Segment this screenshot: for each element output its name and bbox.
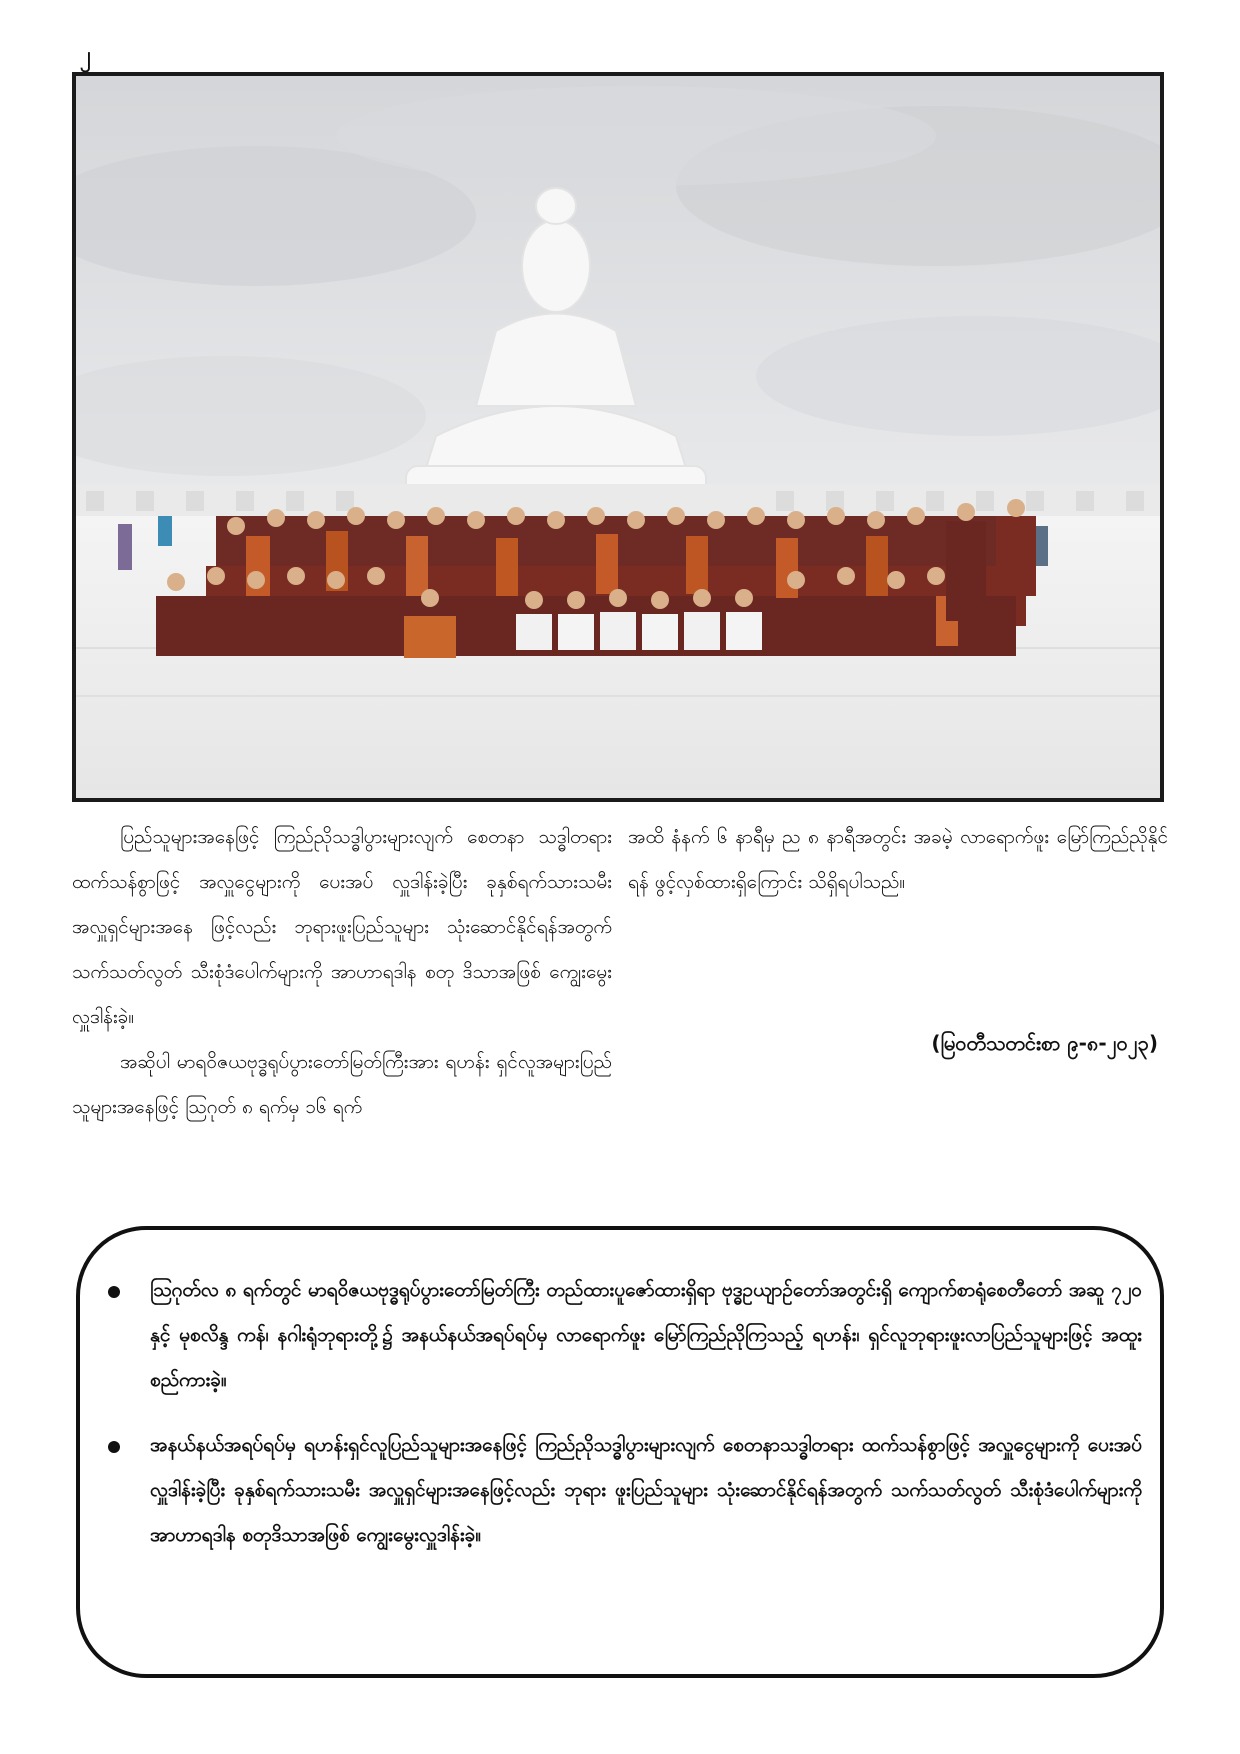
news-photo xyxy=(72,72,1164,802)
bullet-icon xyxy=(108,1286,120,1298)
page-number: ၂ xyxy=(80,43,91,68)
article-paragraph: အထိ နံနက် ၆ နာရီမှ ည ၈ နာရီအတွင်း အခမဲ့ လာရောက်ဖူး မြော်ကြည်ညိုနိုင်ရန် ဖွင့်လှစ်ထားရှိကြောင်း သိရှိရပါသည်။ xyxy=(628,826,1168,893)
article-left-column xyxy=(72,815,612,1130)
notice-list xyxy=(102,1268,1142,1558)
bullet-icon xyxy=(108,1441,120,1453)
article-paragraph: ပြည်သူများအနေဖြင့် ကြည်ညိုသဒ္ဓါပွားများလျက် စေတနာ သဒ္ဓါတရားထက်သန်စွာဖြင့် အလှူငွေများကို ပေးအပ် လှူဒါန်းခဲ့ပြီး ခုနှစ်ရက်သားသမီး အလှူရှင်များအနေ ဖြင့်လည်း ဘုရားဖူးပြည်သူများ သုံးဆောင်နိုင်ရန်အတွက် သက်သတ်လွတ် သီးစုံဒံပေါက်များကို အာဟာရဒါန စတု ဒိသာအဖြစ် ကျွေးမွေးလှူဒါန်းခဲ့။ xyxy=(72,826,612,1028)
monk-group xyxy=(156,499,1036,658)
notice-item xyxy=(102,1423,1142,1558)
source-citation: (မြဝတီသတင်းစာ ၉-၈-၂၀၂၃) xyxy=(931,1031,1158,1055)
notice-item-text: ဩဂုတ်လ ၈ ရက်တွင် မာရဝိဇယဗုဒ္ဓရုပ်ပွားတော်မြတ်ကြီး တည်ထားပူဇော်ထားရှိရာ ဗုဒ္ဓဥယျာဉ်တော်အတွင်းရှိ ကျောက်စာရုံစေတီတော် အဆူ ၇၂၀ နှင့် မုစလိန္ဒ ကန်၊ နဂါးရုံဘုရားတို့၌ အနယ်နယ်အရပ်ရပ်မှ လာရောက်ဖူး မြော်ကြည်ညိုကြသည့် ရဟန်း၊ ရှင်လူဘုရားဖူးလာပြည်သူများဖြင့် အထူးစည်ကားခဲ့။ xyxy=(150,1279,1142,1391)
notice-item-text: အနယ်နယ်အရပ်ရပ်မှ ရဟန်းရှင်လူပြည်သူများအနေဖြင့် ကြည်ညိုသဒ္ဓါပွားများလျက် စေတနာသဒ္ဓါတရား ထက်သန်စွာဖြင့် အလှူငွေများကို ပေးအပ်လှူဒါန်းခဲ့ပြီး ခုနှစ်ရက်သားသမီး အလှူရှင်များအနေဖြင့်လည်း ဘုရား ဖူးပြည်သူများ သုံးဆောင်နိုင်ရန်အတွက် သက်သတ်လွတ် သီးစုံဒံပေါက်များကို အာဟာရဒါန စတုဒိသာအဖြစ် ကျွေးမွေးလှူဒါန်းခဲ့။ xyxy=(150,1434,1142,1546)
article-right-column xyxy=(628,815,1168,905)
article-paragraph: အဆိုပါ မာရဝိဇယဗုဒ္ဓရုပ်ပွားတော်မြတ်ကြီးအား ရဟန်း ရှင်လူအများပြည်သူများအနေဖြင့် ဩဂုတ် ၈ ရက်မှ ၁၆ ရက် xyxy=(72,1051,612,1118)
notice-item xyxy=(102,1268,1142,1403)
